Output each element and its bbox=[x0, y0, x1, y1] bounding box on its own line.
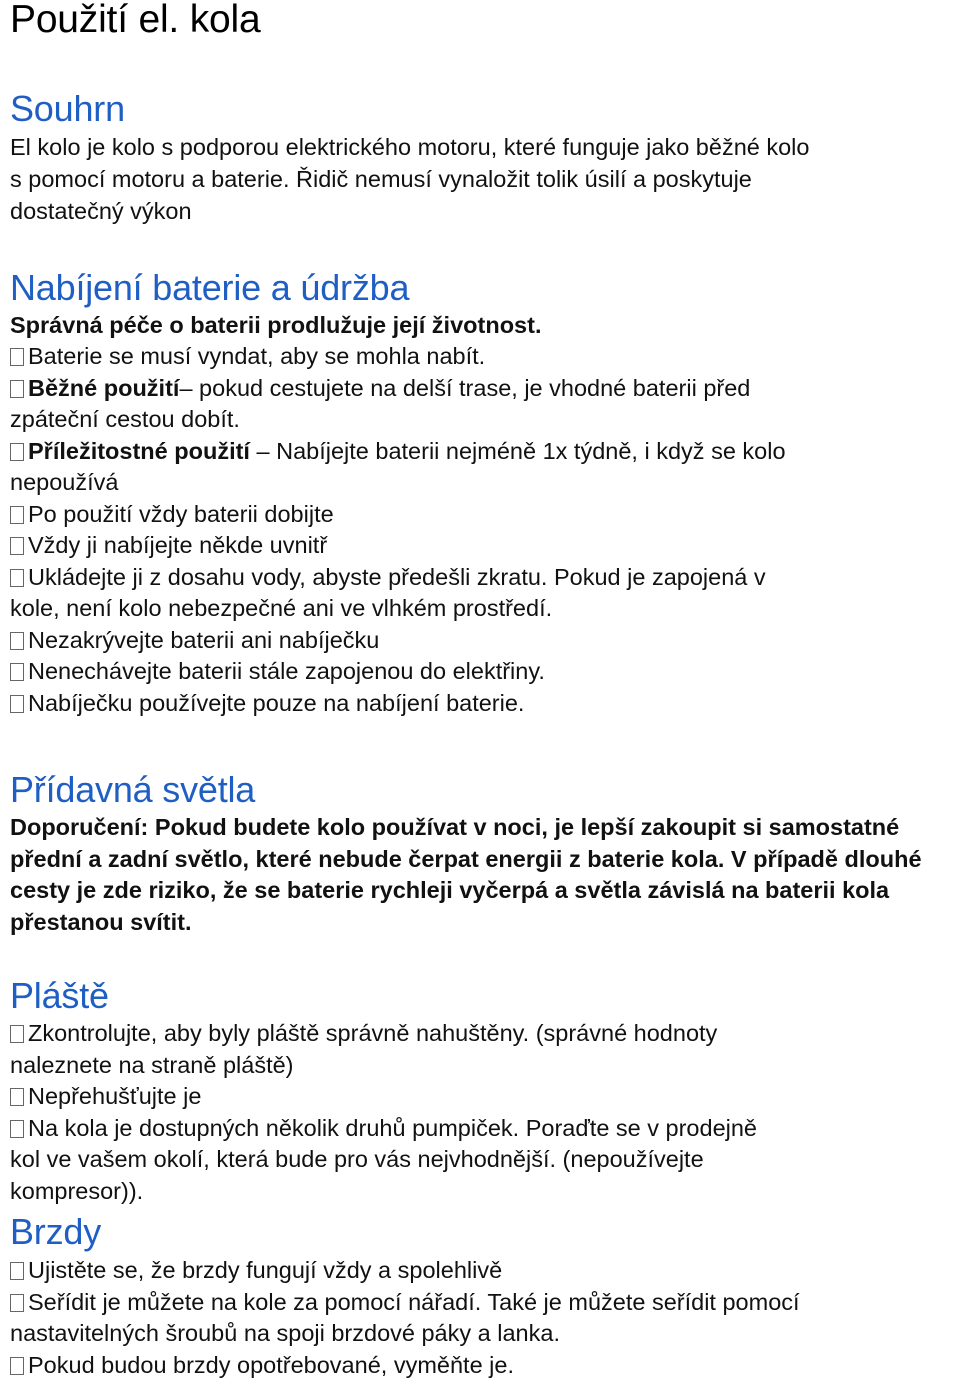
tires-heading: Pláště bbox=[10, 975, 109, 1016]
tires-list bbox=[10, 1018, 770, 1207]
charging-heading: Nabíjení baterie a údržba bbox=[10, 267, 410, 308]
bullet-icon bbox=[10, 1294, 24, 1312]
list-item: Vždy ji nabíjejte někde uvnitř bbox=[10, 530, 830, 562]
lights-heading: Přídavná světla bbox=[10, 769, 256, 810]
summary-heading: Souhrn bbox=[10, 88, 125, 129]
bullet-icon bbox=[10, 537, 24, 555]
bullet-icon bbox=[10, 632, 24, 650]
brakes-list bbox=[10, 1255, 840, 1381]
bullet-icon bbox=[10, 506, 24, 524]
bullet-icon bbox=[10, 1262, 24, 1280]
bullet-icon bbox=[10, 1088, 24, 1106]
bullet-icon bbox=[10, 443, 24, 461]
list-item: Baterie se musí vyndat, aby se mohla nabít. bbox=[10, 341, 830, 373]
list-item: Seřídit je můžete na kole za pomocí nářadí. Také je můžete seřídit pomocí nastavitelných šroubů na spoji brzdové páky a lanka. bbox=[10, 1288, 800, 1346]
bullet-icon bbox=[10, 569, 24, 587]
list-item: Nepřehušťujte je bbox=[10, 1081, 770, 1113]
charging-list bbox=[10, 341, 830, 719]
bullet-icon bbox=[10, 380, 24, 398]
bullet-icon bbox=[10, 1357, 24, 1375]
lights-text: Doporučení: Pokud budete kolo používat v noci, je lepší zakoupit si samostatné přední a zadní světlo, které nebude čerpat energii z baterie kola. V případě dlouhé cesty je zde riziko, že se baterie rychleji vyčerpá a světla závislá na baterii kola přestanou svítit. bbox=[10, 814, 922, 936]
page-title: Použití el. kola bbox=[10, 0, 261, 41]
list-item: Nezakrývejte baterii ani nabíječku bbox=[10, 625, 830, 657]
bullet-icon bbox=[10, 1120, 24, 1138]
list-item: Běžné použití– pokud cestujete na delší trase, je vhodné baterii před zpáteční cestou dobít. bbox=[10, 374, 751, 432]
list-item: Zkontrolujte, aby byly pláště správně nahuštěny. (správné hodnoty naleznete na straně pláště) bbox=[10, 1020, 718, 1078]
list-item: Nabíječku používejte pouze na nabíjení baterie. bbox=[10, 688, 830, 720]
bullet-icon bbox=[10, 348, 24, 366]
list-item: Na kola je dostupných několik druhů pumpiček. Poraďte se v prodejně kol ve vašem okolí, která bude pro vás nejvhodnější. (nepoužívejte kompresor)). bbox=[10, 1114, 758, 1204]
list-item: Pokud budou brzdy opotřebované, vyměňte je. bbox=[10, 1350, 840, 1381]
list-item: Ukládejte ji z dosahu vody, abyste předešli zkratu. Pokud je zapojená v kole, není kolo nebezpečné ani ve vlhkém prostředí. bbox=[10, 563, 766, 621]
brakes-heading: Brzdy bbox=[10, 1211, 102, 1252]
list-item: Příležitostné použití – Nabíjejte baterii nejméně 1x týdně, i když se kolo nepoužívá bbox=[10, 437, 786, 495]
bullet-icon bbox=[10, 663, 24, 681]
list-item: Nenechávejte baterii stále zapojenou do elektřiny. bbox=[10, 656, 830, 688]
list-item: Ujistěte se, že brzdy fungují vždy a spolehlivě bbox=[10, 1255, 840, 1287]
charging-intro: Správná péče o baterii prodlužuje její životnost. bbox=[10, 312, 542, 338]
bullet-icon bbox=[10, 1025, 24, 1043]
bullet-icon bbox=[10, 695, 24, 713]
list-item: Po použití vždy baterii dobijte bbox=[10, 499, 830, 531]
summary-text: El kolo je kolo s podporou elektrického motoru, které funguje jako běžné kolo s pomocí motoru a baterie. Řidič nemusí vynaložit tolik úsilí a poskytuje dostatečný výkon bbox=[10, 134, 810, 224]
